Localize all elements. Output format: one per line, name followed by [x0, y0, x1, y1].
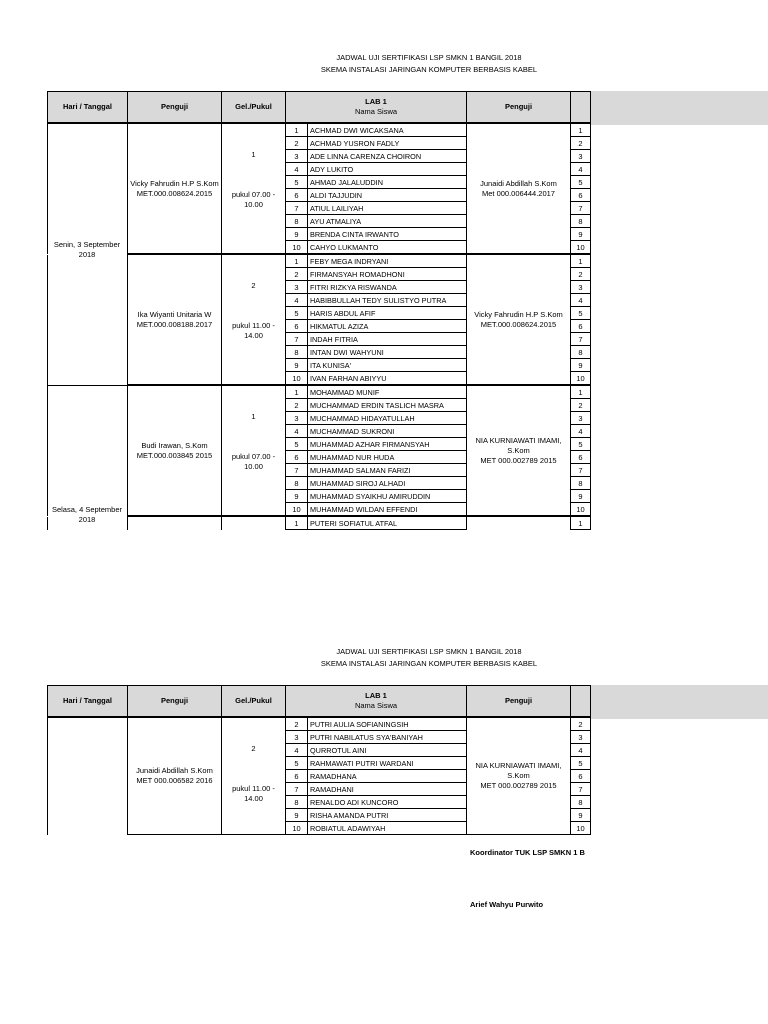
row-number: 2 [286, 268, 308, 281]
row-number-right: 1 [571, 255, 591, 268]
coordinator-label: Koordinator TUK LSP SMKN 1 B [470, 848, 585, 857]
student-name: MUHAMMAD SIROJ ALHADI [308, 477, 467, 490]
table-row [48, 718, 591, 731]
examiner-cell [128, 255, 222, 385]
row-number-right: 6 [571, 189, 591, 202]
examiner-2-met: MET.000.008624.2015 [480, 319, 557, 329]
examiner-2-met: MET 000.002789 2015 [480, 455, 557, 465]
examiner-name: Junaidi Abdillah S.Kom [136, 766, 213, 775]
examiner-met: MET.000.008188.2017 [136, 319, 213, 329]
examiner-2-cell [467, 255, 571, 385]
student-name: RENALDO ADI KUNCORO [308, 796, 467, 809]
row-number: 6 [286, 320, 308, 333]
row-number-right: 7 [571, 333, 591, 346]
row-number: 5 [286, 757, 308, 770]
examiner-2-name: Junaidi Abdillah S.Kom [480, 178, 557, 188]
student-name: BRENDA CINTA IRWANTO [308, 228, 467, 241]
row-number-right: 4 [571, 425, 591, 438]
row-number-right: 2 [571, 268, 591, 281]
examiner-cell [128, 124, 222, 254]
student-name: AYU ATMALIYA [308, 215, 467, 228]
row-number: 10 [286, 822, 308, 835]
student-name: MUCHAMMAD HIDAYATULLAH [308, 412, 467, 425]
header-hari: Hari / Tanggal [48, 92, 128, 123]
row-number: 1 [286, 517, 308, 530]
examiner-2-name: NIA KURNIAWATI IMAMI, S.Kom [475, 761, 562, 780]
table-header-row [48, 686, 591, 717]
row-number-right: 6 [571, 770, 591, 783]
student-name: MUHAMMAD SYAIKHU AMIRUDDIN [308, 490, 467, 503]
student-name: QURROTUL AINI [308, 744, 467, 757]
student-name: HABIBBULLAH TEDY SULISTYO PUTRA [308, 294, 467, 307]
row-number: 8 [286, 796, 308, 809]
student-name: MUHAMMAD SALMAN FARIZI [308, 464, 467, 477]
row-number-right: 5 [571, 307, 591, 320]
row-number-right: 2 [571, 718, 591, 731]
row-number: 1 [286, 124, 308, 137]
row-number: 3 [286, 412, 308, 425]
day-label-monday: Senin, 3 September 2018 [53, 240, 121, 259]
block-3-table [47, 385, 591, 516]
student-name: MOHAMMAD MUNIF [308, 386, 467, 399]
student-name: ACHMAD DWI WICAKSANA [308, 124, 467, 137]
header-nama-siswa: Nama Siswa [354, 701, 398, 710]
row-number: 5 [286, 176, 308, 189]
row-number-right: 8 [571, 796, 591, 809]
scheme-title-2: SKEMA INSTALASI JARINGAN KOMPUTER BERBASIS KABEL [320, 659, 538, 668]
row-number: 6 [286, 451, 308, 464]
row-number-right: 10 [571, 372, 591, 385]
student-name: CAHYO LUKMANTO [308, 241, 467, 254]
row-number: 4 [286, 744, 308, 757]
row-number: 10 [286, 372, 308, 385]
header-lab-label: LAB 1 [365, 691, 387, 700]
day-cell [48, 255, 128, 385]
row-number: 7 [286, 464, 308, 477]
session-time: pukul 11.00 - 14.00 [232, 321, 275, 340]
row-number-right: 9 [571, 490, 591, 503]
student-name: INDAH FITRIA [308, 333, 467, 346]
session-time: pukul 07.00 - 10.00 [231, 452, 276, 471]
header-penguji-2: Penguji [467, 686, 571, 717]
schedule-title-2: JADWAL UJI SERTIFIKASI LSP SMKN 1 BANGIL 2018 [336, 647, 522, 656]
schedule-table-1 [47, 91, 590, 530]
student-name: MUCHAMMAD ERDIN TASLICH MASRA [308, 399, 467, 412]
row-number: 9 [286, 490, 308, 503]
day-label-tuesday: Selasa, 4 September 2018 [51, 505, 123, 524]
student-name: RAHMAWATI PUTRI WARDANI [308, 757, 467, 770]
row-number: 10 [286, 503, 308, 516]
student-name: ALDI TAJJUDIN [308, 189, 467, 202]
header-nama-siswa: Nama Siswa [354, 107, 398, 116]
table-row [48, 517, 591, 530]
row-number-right: 1 [571, 124, 591, 137]
row-number-right: 8 [571, 477, 591, 490]
student-name: PUTRI NABILATUS SYA'BANIYAH [308, 731, 467, 744]
row-number-right: 3 [571, 731, 591, 744]
header-hari: Hari / Tanggal [48, 686, 128, 717]
signer-name: Arief Wahyu Purwito [470, 900, 544, 909]
row-number: 10 [286, 241, 308, 254]
header-lab-label: LAB 1 [365, 97, 387, 106]
student-name: FIRMANSYAH ROMADHONI [308, 268, 467, 281]
header-blank [571, 92, 591, 123]
student-name: ADY LUKITO [308, 163, 467, 176]
schedule-table-2 [47, 685, 590, 835]
row-number: 8 [286, 215, 308, 228]
header-gel: Gel./Pukul [222, 686, 286, 717]
student-name: MUHAMMAD NUR HUDA [308, 451, 467, 464]
row-number-right: 2 [571, 399, 591, 412]
session-cell [222, 255, 286, 385]
examiner-cell [128, 386, 222, 516]
day-cell [48, 718, 128, 835]
row-number-right: 10 [571, 822, 591, 835]
row-number-right: 1 [571, 386, 591, 399]
row-number-right: 4 [571, 163, 591, 176]
row-number-right: 7 [571, 202, 591, 215]
row-number-right: 4 [571, 744, 591, 757]
student-name: ACHMAD YUSRON FADLY [308, 137, 467, 150]
row-number: 8 [286, 477, 308, 490]
row-number: 5 [286, 438, 308, 451]
student-name: MUHAMMAD AZHAR FIRMANSYAH [308, 438, 467, 451]
table-row [48, 124, 591, 137]
student-name: ATIUL LAILIYAH [308, 202, 467, 215]
table-row [48, 255, 591, 268]
header-blank [571, 686, 591, 717]
session-cell [222, 718, 286, 835]
examiner-2-cell [467, 718, 571, 835]
student-name: PUTERI SOFIATUL ATFAL [308, 517, 467, 530]
examiner-name: Ika Wiyanti Unitaria W [137, 309, 212, 319]
row-number: 2 [286, 399, 308, 412]
day-cell [48, 124, 128, 254]
block-2-table [47, 254, 591, 385]
examiner-2-cell [467, 386, 571, 516]
session-number: 2 [251, 281, 256, 290]
row-number: 6 [286, 189, 308, 202]
block-4-table [47, 516, 591, 530]
row-number: 3 [286, 281, 308, 294]
row-number: 7 [286, 783, 308, 796]
session-time: pukul 11.00 - 14.00 [232, 784, 275, 803]
row-number-right: 5 [571, 438, 591, 451]
examiner-2-met: MET 000.002789 2015 [480, 781, 557, 790]
examiner-2-cell [467, 124, 571, 254]
student-name: MUCHAMMAD SUKRONI [308, 425, 467, 438]
row-number: 1 [286, 255, 308, 268]
examiner-met: MET.000.003845 2015 [136, 450, 213, 460]
examiner-2-name: NIA KURNIAWATI IMAMI, S.Kom [475, 435, 562, 455]
student-name: FITRI RIZKYA RISWANDA [308, 281, 467, 294]
student-name: RAMADHANA [308, 770, 467, 783]
student-name: ROBIATUL ADAWIYAH [308, 822, 467, 835]
row-number: 2 [286, 137, 308, 150]
header-gel: Gel./Pukul [222, 92, 286, 123]
row-number-right: 9 [571, 809, 591, 822]
row-number: 3 [286, 150, 308, 163]
row-number-right: 5 [571, 757, 591, 770]
row-number-right: 7 [571, 464, 591, 477]
row-number: 4 [286, 163, 308, 176]
student-name: ADE LINNA CARENZA CHOIRON [308, 150, 467, 163]
row-number: 4 [286, 294, 308, 307]
student-name: INTAN DWI WAHYUNI [308, 346, 467, 359]
row-number-right: 3 [571, 281, 591, 294]
examiner-2-met: Met 000.006444.2017 [482, 188, 555, 198]
row-number-right: 4 [571, 294, 591, 307]
examiner-2-name: Vicky Fahrudin H.P S.Kom [474, 309, 563, 319]
row-number: 8 [286, 346, 308, 359]
row-number: 7 [286, 202, 308, 215]
scheme-title: SKEMA INSTALASI JARINGAN KOMPUTER BERBASIS KABEL [320, 65, 538, 74]
row-number: 1 [286, 386, 308, 399]
row-number-right: 6 [571, 451, 591, 464]
header-extension [590, 91, 768, 125]
student-name: ITA KUNISA' [308, 359, 467, 372]
header-penguji-2: Penguji [467, 92, 571, 123]
student-name: FEBY MEGA INDRYANI [308, 255, 467, 268]
student-name: MUHAMMAD WILDAN EFFENDI [308, 503, 467, 516]
examiner-met: MET 000.006582 2016 [136, 776, 213, 785]
row-number: 9 [286, 359, 308, 372]
row-number-right: 9 [571, 359, 591, 372]
row-number: 9 [286, 228, 308, 241]
row-number: 3 [286, 731, 308, 744]
session-number: 1 [251, 150, 256, 159]
examiner-name: Vicky Fahrudin H.P S.Kom [130, 178, 219, 188]
row-number-right: 8 [571, 346, 591, 359]
header-lab [286, 92, 467, 123]
row-number-right: 2 [571, 137, 591, 150]
student-name: RISHA AMANDA PUTRI [308, 809, 467, 822]
row-number-right: 1 [571, 517, 591, 530]
row-number-right: 3 [571, 412, 591, 425]
examiner-cell [128, 718, 222, 835]
session-number: 2 [251, 744, 256, 753]
header-penguji: Penguji [128, 92, 222, 123]
row-number-right: 9 [571, 228, 591, 241]
table-row [48, 386, 591, 399]
row-number: 4 [286, 425, 308, 438]
header-extension-2 [590, 685, 768, 719]
student-name: AHMAD JALALUDDIN [308, 176, 467, 189]
row-number: 5 [286, 307, 308, 320]
header-penguji: Penguji [128, 686, 222, 717]
block-1-table [47, 123, 591, 254]
student-name: HARIS ABDUL AFIF [308, 307, 467, 320]
examiner-met: MET.000.008624.2015 [136, 188, 213, 198]
table-header-row [48, 92, 591, 123]
student-name: IVAN FARHAN ABIYYU [308, 372, 467, 385]
header-lab [286, 686, 467, 717]
student-name: HIKMATUL AZIZA [308, 320, 467, 333]
session-cell [222, 124, 286, 254]
examiner-name: Budi Irawan, S.Kom [141, 440, 208, 450]
row-number-right: 5 [571, 176, 591, 189]
session-time: pukul 07.00 - 10.00 [231, 190, 276, 209]
block-5-table [47, 717, 591, 835]
row-number-right: 3 [571, 150, 591, 163]
row-number: 7 [286, 333, 308, 346]
row-number: 2 [286, 718, 308, 731]
row-number: 9 [286, 809, 308, 822]
row-number-right: 10 [571, 503, 591, 516]
session-number: 1 [251, 412, 256, 421]
row-number-right: 10 [571, 241, 591, 254]
row-number-right: 6 [571, 320, 591, 333]
row-number-right: 8 [571, 215, 591, 228]
session-cell [222, 386, 286, 516]
student-name: RAMADHANI [308, 783, 467, 796]
row-number: 6 [286, 770, 308, 783]
day-cell [48, 386, 128, 516]
student-name: PUTRI AULIA SOFIANINGSIH [308, 718, 467, 731]
schedule-title: JADWAL UJI SERTIFIKASI LSP SMKN 1 BANGIL 2018 [336, 53, 522, 62]
row-number-right: 7 [571, 783, 591, 796]
